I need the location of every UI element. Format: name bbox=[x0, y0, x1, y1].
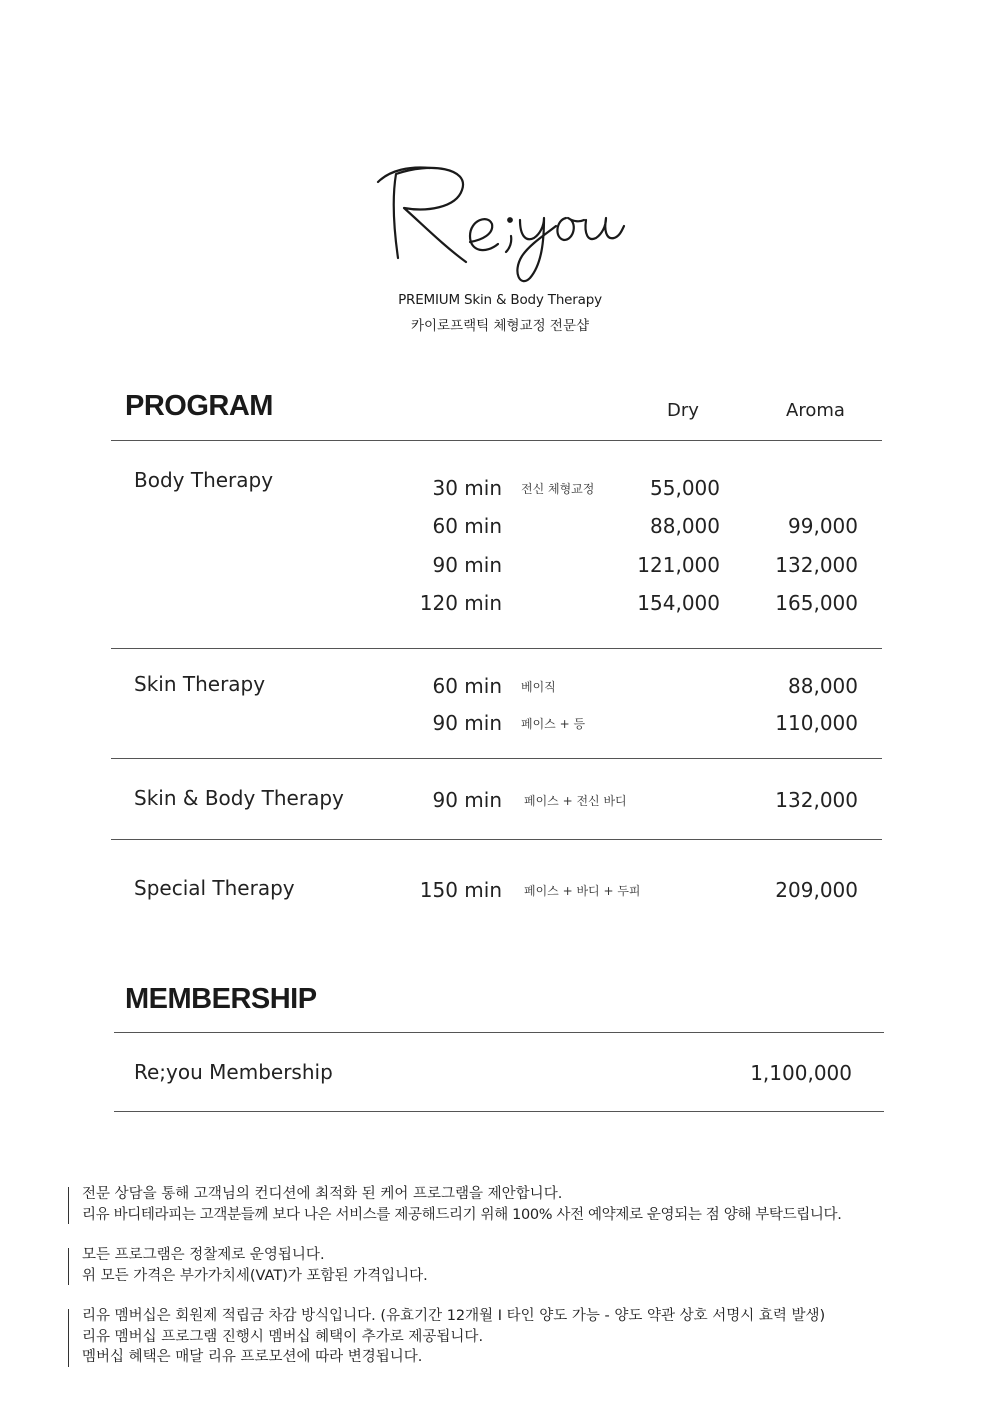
description: 페이스 + 등 bbox=[521, 717, 586, 731]
price-aroma: 209,000 bbox=[775, 878, 858, 902]
program-name-special-therapy: Special Therapy bbox=[134, 876, 295, 900]
divider bbox=[111, 648, 882, 649]
description: 페이스 + 전신 바디 bbox=[524, 794, 627, 808]
price-dry: 88,000 bbox=[650, 514, 720, 538]
duration: 120 min bbox=[419, 591, 502, 615]
divider bbox=[111, 839, 882, 840]
note-group bbox=[68, 1245, 841, 1286]
duration: 90 min bbox=[432, 711, 502, 735]
duration: 90 min bbox=[432, 553, 502, 577]
note-line: 위 모든 가격은 부가가치세(VAT)가 포함된 가격입니다. bbox=[82, 1267, 428, 1284]
duration: 30 min bbox=[432, 476, 502, 500]
program-title: PROGRAM bbox=[125, 390, 273, 422]
note-group bbox=[68, 1306, 841, 1368]
brand-subtitle: 카이로프랙틱 체형교정 전문샵 bbox=[410, 318, 590, 334]
duration: 150 min bbox=[419, 878, 502, 902]
price-dry: 121,000 bbox=[637, 553, 720, 577]
membership-price: 1,100,000 bbox=[750, 1061, 852, 1085]
price-aroma: 132,000 bbox=[775, 553, 858, 577]
description: 베이직 bbox=[521, 680, 556, 694]
duration: 90 min bbox=[432, 788, 502, 812]
duration: 60 min bbox=[432, 514, 502, 538]
note-line: 리유 바디테라피는 고객분들께 보다 나은 서비스를 제공해드리기 위해 100% 사전 예약제로 운영되는 점 양해 부탁드립니다. bbox=[82, 1206, 842, 1223]
price-aroma: 165,000 bbox=[775, 591, 858, 615]
program-name-skin-therapy: Skin Therapy bbox=[134, 672, 266, 696]
membership-title: MEMBERSHIP bbox=[125, 983, 317, 1015]
brand-tagline: PREMIUM Skin & Body Therapy bbox=[398, 292, 602, 308]
note-line: 리유 멤버십은 회원제 적립금 차감 방식입니다. (유효기간 12개월 I 타인 양도 가능 - 양도 약관 상호 서명시 효력 발생) bbox=[82, 1308, 826, 1324]
note-line: 멤버십 혜택은 매달 리유 프로모션에 따라 변경됩니다. bbox=[82, 1349, 423, 1365]
column-header-dry: Dry bbox=[667, 400, 699, 421]
price-aroma: 110,000 bbox=[775, 711, 858, 735]
program-name-body-therapy: Body Therapy bbox=[134, 468, 274, 492]
note-line: 모든 프로그램은 정찰제로 운영됩니다. bbox=[82, 1247, 325, 1263]
description: 전신 체형교정 bbox=[521, 482, 595, 496]
program-name-skin-body-therapy: Skin & Body Therapy bbox=[134, 786, 344, 810]
membership-name: Re;you Membership bbox=[134, 1060, 333, 1084]
divider bbox=[111, 758, 882, 759]
description: 페이스 + 바디 + 두피 bbox=[524, 884, 641, 898]
brand-logo bbox=[370, 160, 630, 285]
divider bbox=[111, 440, 882, 441]
price-dry: 55,000 bbox=[650, 476, 720, 500]
note-line: 리유 멤버십 프로그램 진행시 멤버십 혜택이 추가로 제공됩니다. bbox=[82, 1328, 484, 1345]
divider bbox=[114, 1111, 884, 1112]
price-aroma: 99,000 bbox=[788, 514, 858, 538]
note-line: 전문 상담을 통해 고객님의 컨디션에 최적화 된 케어 프로그램을 제안합니다. bbox=[82, 1186, 563, 1202]
notes-section bbox=[68, 1184, 841, 1388]
duration: 60 min bbox=[432, 674, 502, 698]
column-header-aroma: Aroma bbox=[786, 400, 845, 421]
price-aroma: 132,000 bbox=[775, 788, 858, 812]
price-aroma: 88,000 bbox=[788, 674, 858, 698]
note-group bbox=[68, 1184, 841, 1225]
divider bbox=[114, 1032, 884, 1033]
price-dry: 154,000 bbox=[637, 591, 720, 615]
